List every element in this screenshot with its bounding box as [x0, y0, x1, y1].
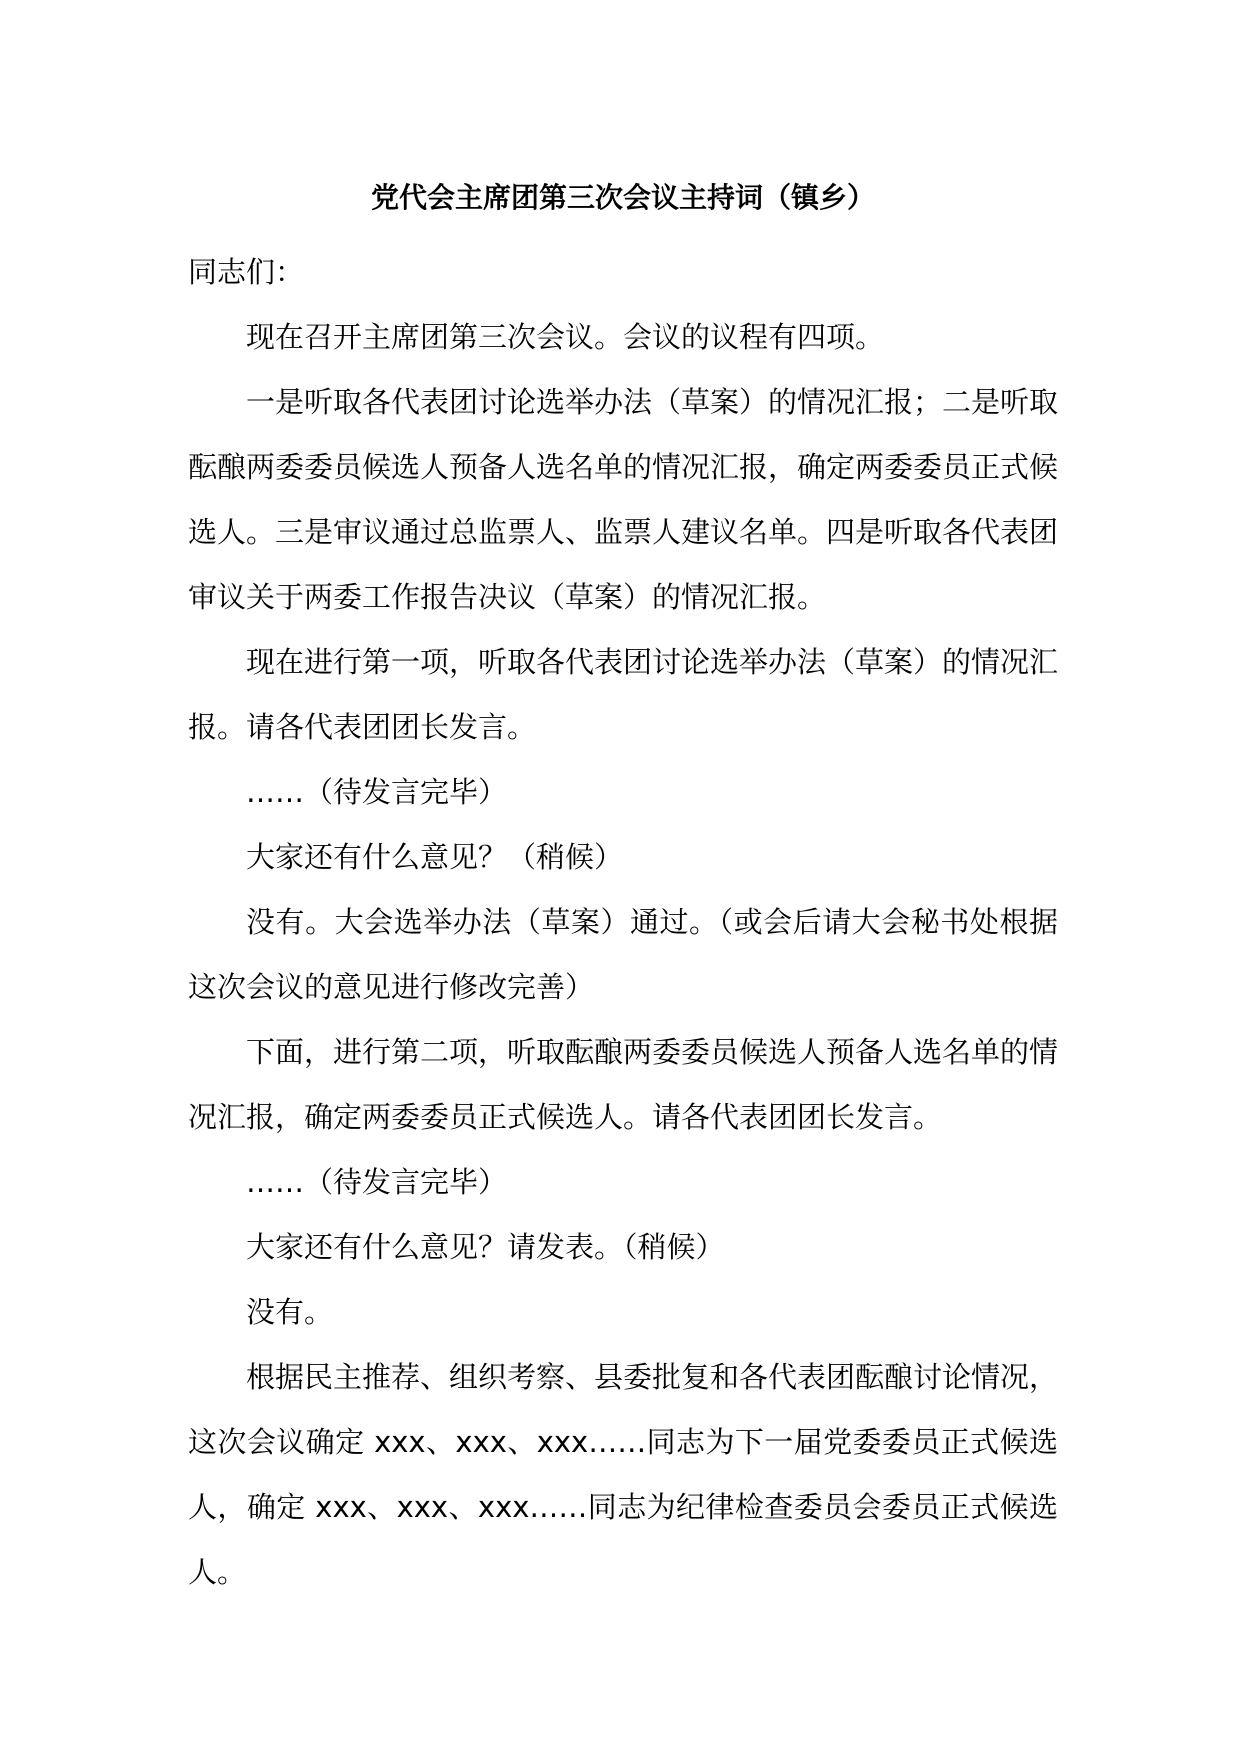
paragraph-wait-two: ……（待发言完毕）: [246, 1165, 508, 1199]
salutation: 同志们：: [188, 255, 305, 289]
paragraph-agenda-items: 一是听取各代表团讨论选举办法（草案）的情况汇报；二是听取酝酿两委委员候选人预备人选名单的情况汇报，确定两委委员正式候选人。三是审议通过总监票人、监票人建议名单。四是听取各代表团审议关于两委工作报告决议（草案）的情况汇报。: [188, 385, 1059, 614]
paragraph-wait-one: ……（待发言完毕）: [246, 775, 508, 809]
paragraph-opinion-one: 大家还有什么意见？（稍候）: [246, 840, 624, 874]
paragraph-agenda-intro: 现在召开主席团第三次会议。会议的议程有四项。: [246, 320, 885, 354]
paragraph-item-one: 现在进行第一项，听取各代表团讨论选举办法（草案）的情况汇报。请各代表团团长发言。: [188, 645, 1059, 744]
paragraph-candidates: 根据民主推荐、组织考察、县委批复和各代表团酝酿讨论情况，这次会议确定 xxx、xxx、xxx……同志为下一届党委委员正式候选人，确定 xxx、xxx、xxx……同志为纪律检查委员会委员正式候选人。: [188, 1360, 1059, 1589]
document-title: 党代会主席团第三次会议主持词（镇乡）: [370, 181, 875, 214]
paragraph-opinion-two: 大家还有什么意见？请发表。（稍候）: [246, 1230, 725, 1264]
paragraph-item-two: 下面，进行第二项，听取酝酿两委委员候选人预备人选名单的情况汇报，确定两委委员正式候选人。请各代表团团长发言。: [188, 1035, 1059, 1134]
paragraph-none: 没有。: [246, 1295, 334, 1329]
paragraph-passed-one: 没有。大会选举办法（草案）通过。（或会后请大会秘书处根据这次会议的意见进行修改完善）: [188, 905, 1058, 1004]
document-body: [188, 240, 1058, 1605]
